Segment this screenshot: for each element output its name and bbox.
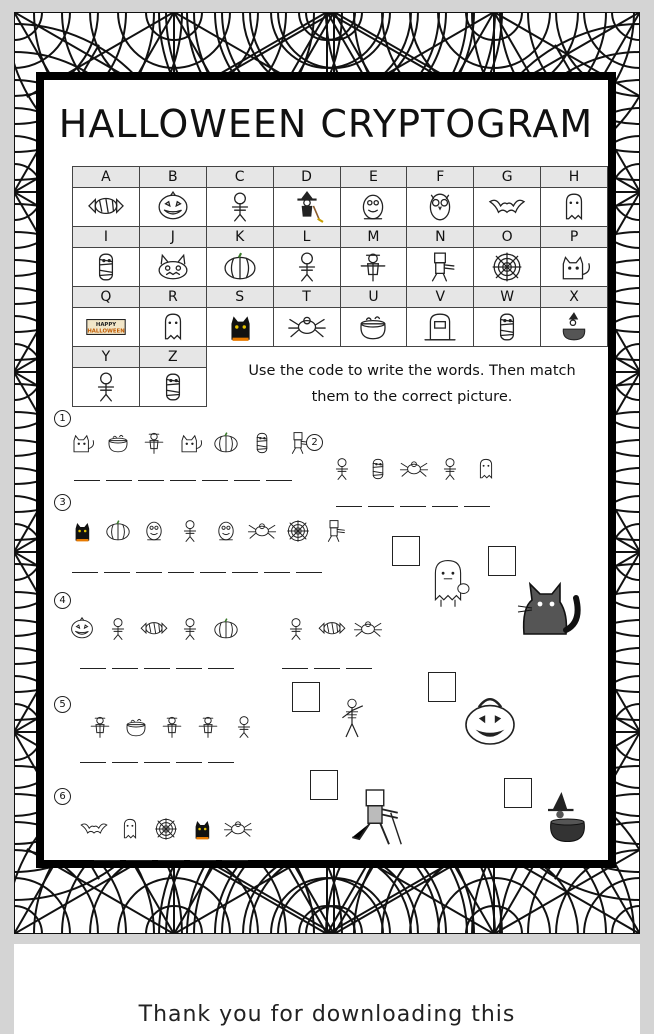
monster-cat-icon <box>151 251 195 283</box>
answer-box[interactable] <box>504 778 532 808</box>
code-letter-n: N <box>407 227 474 248</box>
answer-box[interactable] <box>310 770 338 800</box>
zombie-icon <box>418 251 462 283</box>
answer-blank[interactable] <box>432 504 458 507</box>
code-letter-z: Z <box>139 347 206 368</box>
answer-box[interactable] <box>292 682 320 712</box>
code-letter-d: D <box>273 167 340 188</box>
answer-blank[interactable] <box>190 858 216 861</box>
answer-line <box>94 858 248 861</box>
answer-blank[interactable] <box>104 570 130 573</box>
code-letter-i: I <box>73 227 140 248</box>
code-picture-z <box>139 368 206 407</box>
page-title: HALLOWEEN CRYPTOGRAM <box>58 102 594 146</box>
code-letter-j: J <box>139 227 206 248</box>
ghost-icon <box>114 814 146 844</box>
code-picture-f <box>407 188 474 227</box>
code-letter-h: H <box>541 167 608 188</box>
skeleton-icon <box>174 516 206 546</box>
candy-icon <box>138 614 170 644</box>
cipher-word <box>66 516 350 546</box>
black-cat-picture-icon <box>502 572 582 644</box>
question-number: 5 <box>54 696 71 713</box>
spider-icon <box>246 516 278 546</box>
code-picture-g <box>474 188 541 227</box>
jack-o-lantern-picture-icon <box>458 688 522 752</box>
svg-text:HAPPY: HAPPY <box>95 321 117 328</box>
code-picture-k <box>206 248 273 287</box>
answer-blank[interactable] <box>464 504 490 507</box>
code-picture-v <box>407 308 474 347</box>
answer-blank[interactable] <box>80 666 106 669</box>
code-letter-m: M <box>340 227 407 248</box>
answer-blank[interactable] <box>138 478 164 481</box>
black-cat-icon <box>186 814 218 844</box>
skeleton-icon <box>434 454 466 484</box>
spider-web-icon <box>150 814 182 844</box>
answer-line <box>282 666 372 669</box>
answer-blank[interactable] <box>296 570 322 573</box>
monster-icon <box>210 516 242 546</box>
ghost-icon <box>151 311 195 343</box>
skeleton-icon <box>218 191 262 223</box>
answer-blank[interactable] <box>168 570 194 573</box>
code-letter-u: U <box>340 287 407 308</box>
question-number: 1 <box>54 410 71 427</box>
black-cat-icon <box>218 311 262 343</box>
code-letter-t: T <box>273 287 340 308</box>
answer-blank[interactable] <box>264 570 290 573</box>
code-picture-j <box>139 248 206 287</box>
scarecrow-icon <box>192 712 224 742</box>
answer-blank[interactable] <box>208 666 234 669</box>
instruction-text: Use the code to write the words. Then match them to the correct picture. <box>248 363 576 405</box>
question-number: 6 <box>54 788 71 805</box>
answer-blank[interactable] <box>336 504 362 507</box>
worksheet-sheet <box>44 80 608 860</box>
answer-blank[interactable] <box>314 666 340 669</box>
code-letter-x: X <box>541 287 608 308</box>
cipher-word <box>326 454 502 484</box>
answer-line <box>80 760 234 763</box>
scarecrow-icon <box>351 251 395 283</box>
spider-web-icon <box>485 251 529 283</box>
answer-blank[interactable] <box>144 760 170 763</box>
code-picture-r <box>139 308 206 347</box>
pumpkin-icon <box>218 251 262 283</box>
code-picture-d <box>273 188 340 227</box>
skeleton-icon <box>174 614 206 644</box>
code-letter-g: G <box>474 167 541 188</box>
code-picture-l <box>273 248 340 287</box>
code-picture-o <box>474 248 541 287</box>
answer-blank[interactable] <box>126 858 152 861</box>
question-number: 3 <box>54 494 71 511</box>
cauldron-icon <box>102 428 134 458</box>
happy-halloween-sign-icon <box>84 311 128 343</box>
answer-blank[interactable] <box>176 760 202 763</box>
tombstone-icon <box>418 311 462 343</box>
answer-blank[interactable] <box>234 478 260 481</box>
monster-icon <box>138 516 170 546</box>
witch-cauldron-icon <box>552 311 596 343</box>
code-letter-s: S <box>206 287 273 308</box>
thanks-panel <box>14 944 640 1034</box>
zombie-icon <box>318 516 350 546</box>
skeleton-icon <box>280 614 312 644</box>
pumpkin-icon <box>102 516 134 546</box>
witch-cauldron-picture-icon <box>536 780 596 852</box>
code-letter-q: Q <box>73 287 140 308</box>
jack-o-lantern-icon <box>66 614 98 644</box>
mummy-icon <box>151 371 195 403</box>
skeleton-icon <box>102 614 134 644</box>
cipher-word <box>84 712 260 742</box>
answer-blank[interactable] <box>136 570 162 573</box>
answer-blank[interactable] <box>208 760 234 763</box>
skeleton-icon <box>84 371 128 403</box>
code-letter-l: L <box>273 227 340 248</box>
code-letter-k: K <box>206 227 273 248</box>
answer-blank[interactable] <box>112 666 138 669</box>
answer-blank[interactable] <box>74 478 100 481</box>
mummy-icon <box>485 311 529 343</box>
jack-o-lantern-icon <box>151 191 195 223</box>
svg-text:HALLOWEEN: HALLOWEEN <box>87 328 125 335</box>
code-picture-b <box>139 188 206 227</box>
code-picture-u <box>340 308 407 347</box>
cipher-word <box>66 614 242 644</box>
worksheet-page <box>14 12 640 934</box>
code-picture-y <box>73 368 140 407</box>
cauldron-icon <box>351 311 395 343</box>
code-picture-h <box>541 188 608 227</box>
answer-blank[interactable] <box>346 666 372 669</box>
code-picture-s <box>206 308 273 347</box>
code-letter-w: W <box>474 287 541 308</box>
code-picture-c <box>206 188 273 227</box>
skeleton-icon <box>326 454 358 484</box>
code-letter-v: V <box>407 287 474 308</box>
code-letter-o: O <box>474 227 541 248</box>
code-letter-r: R <box>139 287 206 308</box>
cauldron-icon <box>120 712 152 742</box>
code-picture-p <box>541 248 608 287</box>
candy-icon <box>84 191 128 223</box>
question-number: 4 <box>54 592 71 609</box>
bat-icon <box>78 814 110 844</box>
pumpkin-icon <box>210 614 242 644</box>
black-cat-icon <box>66 516 98 546</box>
code-picture-i <box>73 248 140 287</box>
cat-icon <box>552 251 596 283</box>
cipher-word <box>66 428 314 458</box>
skeleton-icon <box>285 251 329 283</box>
answer-blank[interactable] <box>170 478 196 481</box>
spider-web-icon <box>282 516 314 546</box>
bat-icon <box>485 191 529 223</box>
answer-line <box>80 666 234 669</box>
scarecrow-icon <box>84 712 116 742</box>
mummy-icon <box>84 251 128 283</box>
code-letter-c: C <box>206 167 273 188</box>
ghost-icon <box>470 454 502 484</box>
ghost-picture-icon <box>420 548 476 618</box>
answer-blank[interactable] <box>94 858 120 861</box>
cipher-word <box>280 614 384 644</box>
answer-blank[interactable] <box>202 478 228 481</box>
question-number: 2 <box>306 434 323 451</box>
answer-blank[interactable] <box>144 666 170 669</box>
zombie-picture-icon <box>340 782 410 854</box>
thanks-text: Thank you for downloading this <box>138 1002 516 1027</box>
code-letter-p: P <box>541 227 608 248</box>
answer-line <box>336 504 490 507</box>
answer-box[interactable] <box>392 536 420 566</box>
witch-icon <box>285 191 329 223</box>
code-picture-q <box>73 308 140 347</box>
answer-blank[interactable] <box>176 666 202 669</box>
code-picture-e <box>340 188 407 227</box>
answer-blank[interactable] <box>368 504 394 507</box>
answer-blank[interactable] <box>200 570 226 573</box>
answer-blank[interactable] <box>80 760 106 763</box>
scarecrow-icon <box>156 712 188 742</box>
code-picture-m <box>340 248 407 287</box>
candy-icon <box>316 614 348 644</box>
cat-icon <box>174 428 206 458</box>
code-picture-a <box>73 188 140 227</box>
cat-icon <box>66 428 98 458</box>
spider-icon <box>222 814 254 844</box>
scarecrow-icon <box>138 428 170 458</box>
code-picture-x <box>541 308 608 347</box>
answer-blank[interactable] <box>222 858 248 861</box>
pumpkin-icon <box>210 428 242 458</box>
spider-icon <box>352 614 384 644</box>
code-letter-y: Y <box>73 347 140 368</box>
code-picture-w <box>474 308 541 347</box>
answer-blank[interactable] <box>72 570 98 573</box>
mummy-icon <box>362 454 394 484</box>
code-picture-n <box>407 248 474 287</box>
code-letter-e: E <box>340 167 407 188</box>
code-picture-t <box>273 308 340 347</box>
ghost-icon <box>552 191 596 223</box>
answer-blank[interactable] <box>282 666 308 669</box>
answer-line <box>72 570 322 573</box>
code-letter-b: B <box>139 167 206 188</box>
answer-blank[interactable] <box>266 478 292 481</box>
answer-blank[interactable] <box>400 504 426 507</box>
spider-icon <box>285 311 329 343</box>
answer-box[interactable] <box>428 672 456 702</box>
answer-blank[interactable] <box>158 858 184 861</box>
skeleton-icon <box>228 712 260 742</box>
answer-line <box>74 478 292 481</box>
answer-blank[interactable] <box>232 570 258 573</box>
answer-blank[interactable] <box>106 478 132 481</box>
monster-icon <box>351 191 395 223</box>
skeleton-picture-icon <box>328 684 376 754</box>
code-letter-f: F <box>407 167 474 188</box>
spider-icon <box>398 454 430 484</box>
cipher-word <box>78 814 254 844</box>
code-letter-a: A <box>73 167 140 188</box>
mummy-icon <box>246 428 278 458</box>
owl-icon <box>418 191 462 223</box>
answer-blank[interactable] <box>112 760 138 763</box>
